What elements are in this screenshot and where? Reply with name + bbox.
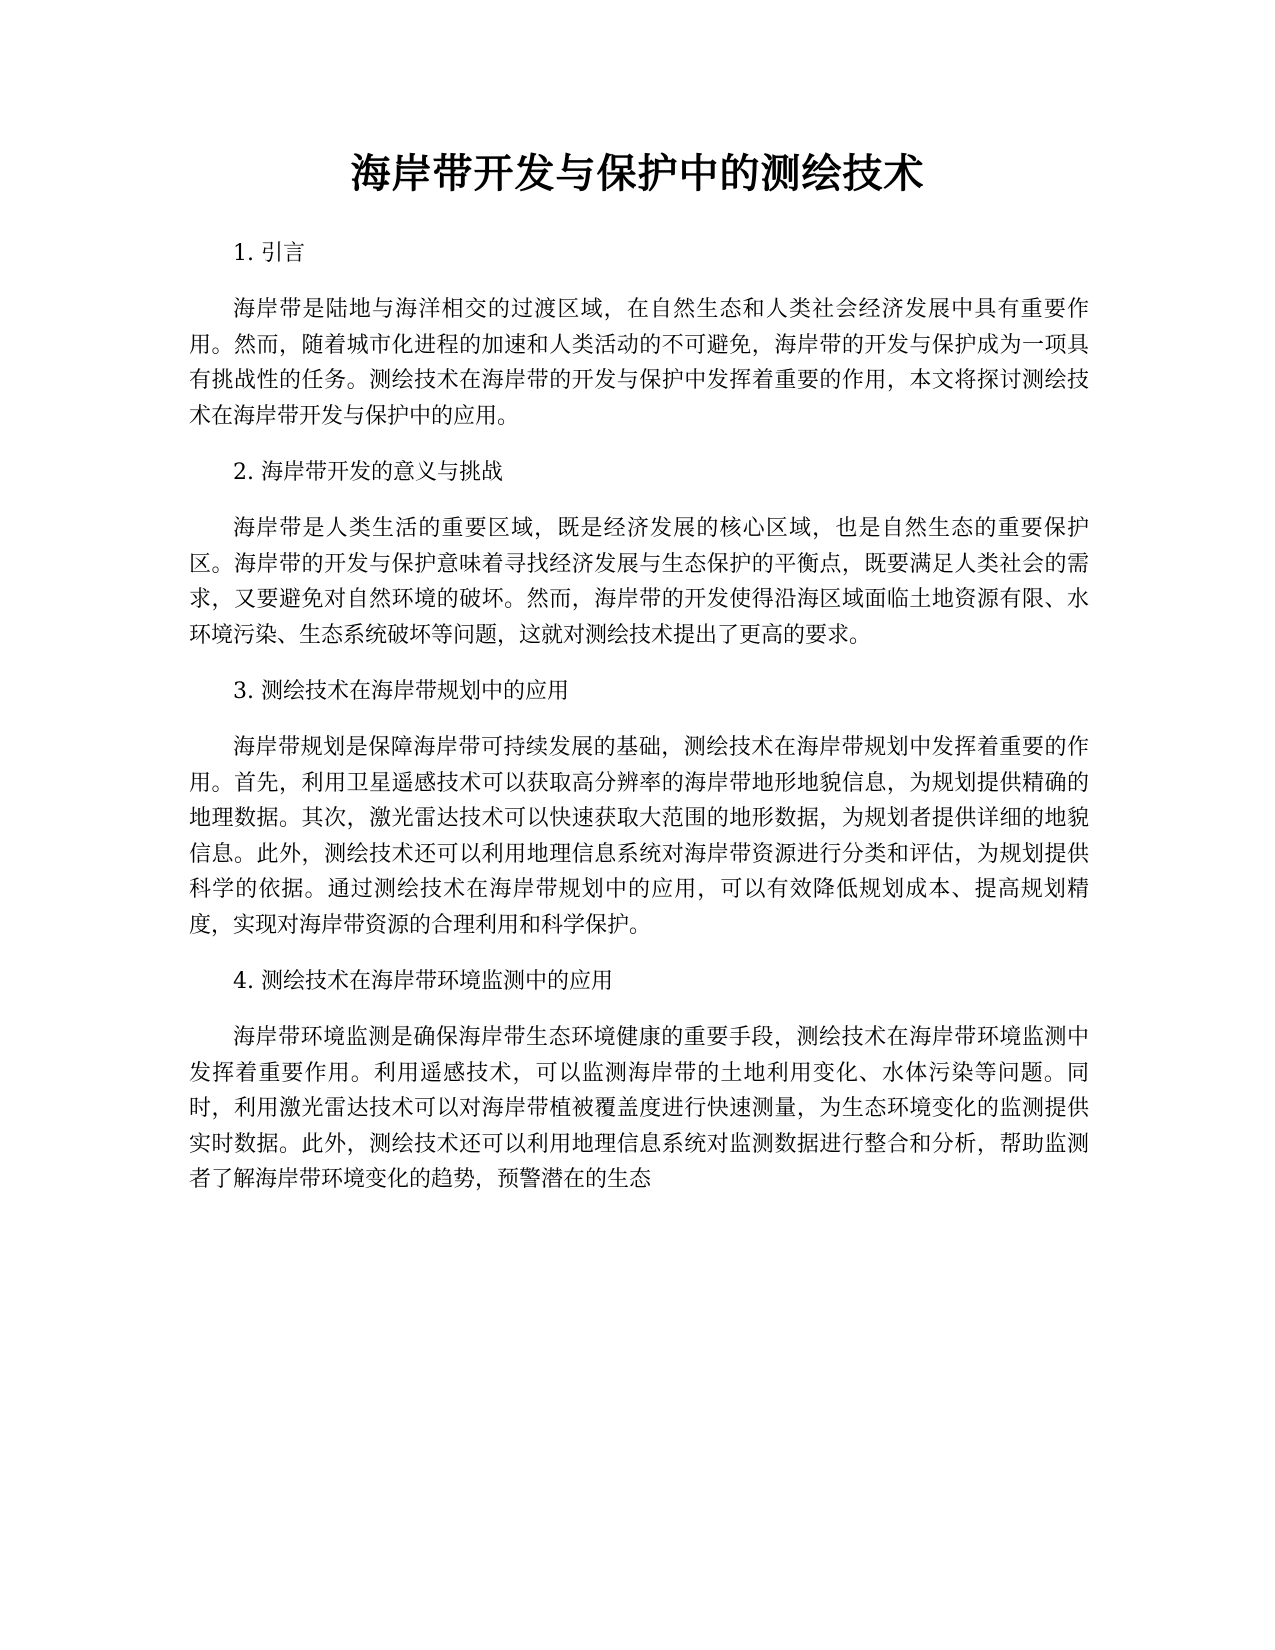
section-heading-planning-application: 3. 测绘技术在海岸带规划中的应用	[233, 679, 569, 705]
section-heading-introduction: 1. 引言	[233, 241, 305, 266]
section-paragraph-environment-monitoring: 海岸带环境监测是确保海岸带生态环境健康的重要手段，测绘技术在海岸带环境监测中发挥着重要作用。利用遥感技术，可以监测海岸带的土地利用变化、水体污染等问题。同时，利用激光雷达技术可以对海岸带植被覆盖度进行快速测量，为生态环境变化的监测提供实时数据。此外，测绘技术还可以利用地理信息系统对监测数据进行整合和分析，帮助监测者了解海岸带环境变化的趋势，预警潜在的生态	[189, 1025, 1089, 1192]
section-paragraph-development-significance: 海岸带是人类生活的重要区域，既是经济发展的核心区域，也是自然生态的重要保护区。海岸带的开发与保护意味着寻找经济发展与生态保护的平衡点，既要满足人类社会的需求，又要避免对自然环境的破坏。然而，海岸带的开发使得沿海区域面临土地资源有限、水环境污染、生态系统破坏等问题，这就对测绘技术提出了更高的要求。	[189, 516, 1089, 648]
section-paragraph-introduction: 海岸带是陆地与海洋相交的过渡区域，在自然生态和人类社会经济发展中具有重要作用。然而，随着城市化进程的加速和人类活动的不可避免，海岸带的开发与保护成为一项具有挑战性的任务。测绘技术在海岸带的开发与保护中发挥着重要的作用，本文将探讨测绘技术在海岸带开发与保护中的应用。	[189, 297, 1089, 429]
document-title: 海岸带开发与保护中的测绘技术	[350, 151, 925, 197]
section-paragraph-planning-application: 海岸带规划是保障海岸带可持续发展的基础，测绘技术在海岸带规划中发挥着重要的作用。首先，利用卫星遥感技术可以获取高分辨率的海岸带地形地貌信息，为规划提供精确的地理数据。其次，激光雷达技术可以快速获取大范围的地形数据，为规划者提供详细的地貌信息。此外，测绘技术还可以利用地理信息系统对海岸带资源进行分类和评估，为规划提供科学的依据。通过测绘技术在海岸带规划中的应用，可以有效降低规划成本、提高规划精度，实现对海岸带资源的合理利用和科学保护。	[189, 735, 1089, 938]
section-heading-development-significance: 2. 海岸带开发的意义与挑战	[233, 460, 503, 486]
section-heading-environment-monitoring: 4. 测绘技术在海岸带环境监测中的应用	[233, 968, 613, 994]
document-body	[189, 236, 1089, 1218]
